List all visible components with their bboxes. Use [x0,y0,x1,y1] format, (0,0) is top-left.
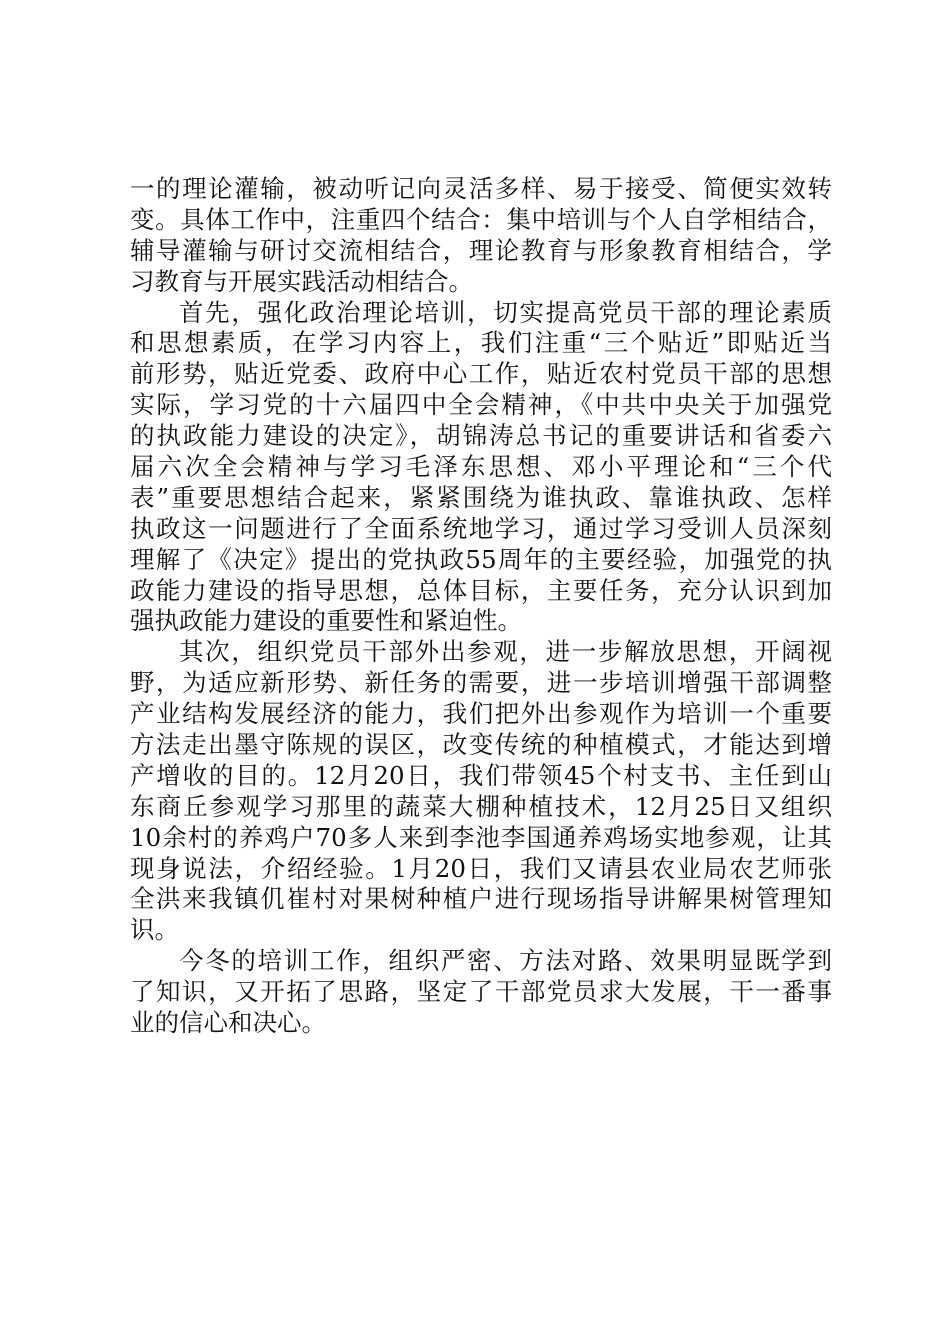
text-line: 届六次全会精神与学习毛泽东思想、邓小平理论和“三个代 [130,452,832,482]
text-line: 野，为适应新形势、新任务的需要，进一步培训增强干部调整 [130,668,832,698]
text-line: 10余村的养鸡户70多人来到李池李国通养鸡场实地参观，让其 [130,822,832,852]
text-line: 东商丘参观学习那里的蔬菜大棚种植技术，12月25日又组织 [130,791,832,821]
text-line: 了知识，又开拓了思路，坚定了干部党员求大发展，干一番事 [130,977,832,1007]
text-line: 业的信心和决心。 [130,1008,326,1038]
body-text [130,174,832,1039]
text-line: 表”重要思想结合起来，紧紧围绕为谁执政、靠谁执政、怎样 [130,482,832,512]
text-line: 理解了《决定》提出的党执政55周年的主要经验，加强党的执 [130,544,832,574]
text-line: 辅导灌输与研讨交流相结合，理论教育与形象教育相结合，学 [130,235,832,265]
paragraph-first-line: 其次，组织党员干部外出参观，进一步解放思想，开阔视 [179,637,832,667]
text-line: 全洪来我镇仉崔村对果树种植户进行现场指导讲解果树管理知 [130,884,832,914]
text-line: 的执政能力建设的决定》，胡锦涛总书记的重要讲话和省委六 [130,421,832,451]
text-line: 一的理论灌输，被动听记向灵活多样、易于接受、简便实效转 [130,174,832,203]
paragraph-first-line: 首先，强化政治理论培训，切实提高党员干部的理论素质 [179,297,832,327]
text-line: 方法走出墨守陈规的误区，改变传统的种植模式，才能达到增 [130,730,832,760]
text-line: 产业结构发展经济的能力，我们把外出参观作为培训一个重要 [130,699,832,729]
text-line: 实际，学习党的十六届四中全会精神，《中共中央关于加强党 [130,390,832,420]
paragraph-first-line: 今冬的培训工作，组织严密、方法对路、效果明显既学到 [179,946,832,976]
text-line: 识。 [130,915,179,945]
text-line: 执政这一问题进行了全面系统地学习，通过学习受训人员深刻 [130,513,832,543]
text-line: 产增收的目的。12月20日，我们带领45个村支书、主任到山 [130,760,832,790]
text-line: 习教育与开展实践活动相结合。 [130,266,473,296]
text-line: 政能力建设的指导思想，总体目标，主要任务，充分认识到加 [130,575,832,605]
text-line: 强执政能力建设的重要性和紧迫性。 [130,606,522,636]
text-line: 变。具体工作中，注重四个结合：集中培训与个人自学相结合， [130,204,832,234]
text-line: 和思想素质，在学习内容上，我们注重“三个贴近”即贴近当 [130,328,832,358]
text-line: 现身说法，介绍经验。1月20日，我们又请县农业局农艺师张 [130,853,832,883]
text-line: 前形势，贴近党委、政府中心工作，贴近农村党员干部的思想 [130,359,832,389]
